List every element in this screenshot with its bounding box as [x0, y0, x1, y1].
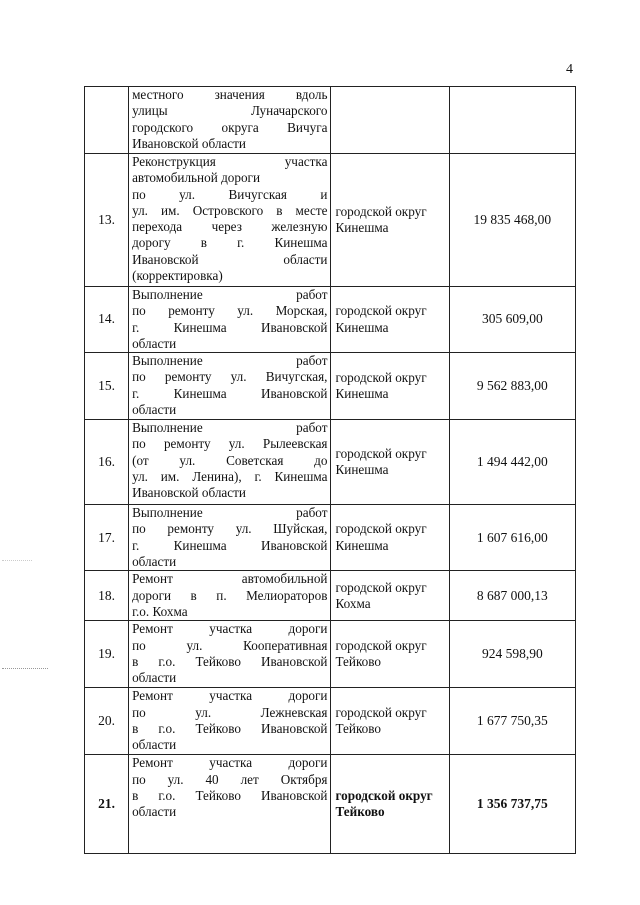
object-name-line: Ивановской области — [132, 135, 246, 151]
object-name-line: области — [132, 402, 177, 418]
municipality-line: городской округ — [335, 203, 427, 219]
municipality-line: городской округ — [335, 638, 427, 654]
municipality-line: Тейково — [335, 721, 382, 737]
object-name-line: области — [132, 554, 177, 570]
object-name-line: местного значения вдоль — [132, 87, 328, 102]
object-name-line: г. Кинешма Ивановской — [132, 537, 328, 553]
table-row — [85, 154, 576, 287]
table-row — [85, 755, 576, 854]
row-number-cell: 15. — [85, 353, 129, 420]
object-name-line: Ремонт автомобильной — [132, 571, 328, 587]
object-name-line: г.о. Кохма — [132, 603, 188, 619]
object-name-line: по ул. Вичугская и — [132, 186, 328, 202]
municipality-line: городской округ — [335, 579, 427, 595]
municipality-line: городской округ — [335, 445, 427, 461]
object-name-line: Ивановской области — [132, 251, 328, 267]
municipality-line: городской округ — [335, 788, 433, 804]
municipality-cell — [331, 353, 449, 420]
object-name-cell — [129, 688, 331, 755]
object-name-line: Выполнение работ — [132, 353, 328, 369]
object-name-line: дорогу в г. Кинешма — [132, 235, 328, 251]
amount-cell: 8 687 000,13 — [449, 571, 575, 621]
municipality-line: городской округ — [335, 369, 427, 385]
object-name-line: ул. им. Ленина), г. Кинешма — [132, 469, 328, 485]
municipality-cell — [331, 571, 449, 621]
object-name-line: ул. им. Островского в месте — [132, 202, 328, 218]
municipality-line: Тейково — [335, 804, 385, 820]
scan-artifact — [2, 560, 32, 561]
object-name-line: области — [132, 335, 177, 351]
object-name-cell — [129, 621, 331, 688]
object-name-line: области — [132, 670, 177, 686]
object-name-line: области — [132, 804, 177, 820]
table-row — [85, 571, 576, 621]
object-name-line: Реконструкция участка — [132, 154, 328, 169]
object-name-line: автомобильной дороги — [132, 170, 261, 186]
object-name-line: Ивановской области — [132, 485, 246, 501]
object-name-line: в г.о. Тейково Ивановской — [132, 720, 328, 736]
object-name-line: Выполнение работ — [132, 420, 328, 436]
municipality-cell — [331, 621, 449, 688]
object-name-line: (от ул. Советская до — [132, 452, 328, 468]
municipality-cell — [331, 154, 449, 287]
amount-cell: 1 356 737,75 — [449, 755, 575, 854]
table-row — [85, 420, 576, 505]
objects-table — [84, 86, 576, 854]
object-name-cell — [129, 87, 331, 154]
table-row — [85, 505, 576, 571]
object-name-line: городского округа Вичуга — [132, 119, 328, 135]
row-number-cell: 21. — [85, 755, 129, 854]
object-name-line: Ремонт участка дороги — [132, 688, 328, 704]
object-name-line: Выполнение работ — [132, 287, 328, 302]
object-name-cell — [129, 571, 331, 621]
object-name-line: по ремонту ул. Шуйская, — [132, 521, 328, 537]
row-number-cell: 19. — [85, 621, 129, 688]
object-name-line: по ул. Кооперативная — [132, 637, 328, 653]
object-name-line: по ремонту ул. Вичугская, — [132, 369, 328, 385]
municipality-line: Кинешма — [335, 386, 389, 402]
object-name-cell — [129, 287, 331, 353]
municipality-line: городской округ — [335, 705, 427, 721]
object-name-line: г. Кинешма Ивановской — [132, 319, 328, 335]
amount-cell — [449, 87, 575, 154]
municipality-line: Тейково — [335, 654, 382, 670]
amount-cell: 19 835 468,00 — [449, 154, 575, 287]
table-row — [85, 87, 576, 154]
row-number-cell: 14. — [85, 287, 129, 353]
object-name-line: в г.о. Тейково Ивановской — [132, 787, 328, 803]
object-name-line: по ремонту ул. Рылеевская — [132, 436, 328, 452]
municipality-cell — [331, 87, 449, 154]
municipality-cell — [331, 688, 449, 755]
municipality-line: Кохма — [335, 595, 371, 611]
object-name-cell — [129, 505, 331, 571]
row-number-cell: 17. — [85, 505, 129, 571]
table-row — [85, 287, 576, 353]
object-name-line: перехода через железную — [132, 219, 328, 235]
amount-cell: 305 609,00 — [449, 287, 575, 353]
amount-cell: 1 607 616,00 — [449, 505, 575, 571]
object-name-line: дороги в п. Мелиораторов — [132, 587, 328, 603]
table-row — [85, 621, 576, 688]
object-name-cell — [129, 154, 331, 287]
amount-cell: 1 494 442,00 — [449, 420, 575, 505]
municipality-line: Кинешма — [335, 220, 389, 235]
object-name-line: Выполнение работ — [132, 505, 328, 521]
row-number-cell: 20. — [85, 688, 129, 755]
municipality-line: Кинешма — [335, 537, 389, 553]
page-number: 4 — [566, 62, 573, 77]
table-row — [85, 688, 576, 755]
municipality-cell — [331, 505, 449, 571]
municipality-cell — [331, 755, 449, 854]
object-name-line: г. Кинешма Ивановской — [132, 385, 328, 401]
row-number-cell: 18. — [85, 571, 129, 621]
amount-cell: 9 562 883,00 — [449, 353, 575, 420]
municipality-line: городской округ — [335, 303, 427, 319]
object-name-line: по ул. 40 лет Октября — [132, 771, 328, 787]
object-name-cell — [129, 755, 331, 854]
municipality-line: Кинешма — [335, 462, 389, 478]
amount-cell: 1 677 750,35 — [449, 688, 575, 755]
object-name-line: области — [132, 737, 177, 753]
object-name-line: по ул. Лежневская — [132, 704, 328, 720]
row-number-cell — [85, 87, 129, 154]
object-name-line: по ремонту ул. Морская, — [132, 303, 328, 319]
municipality-cell — [331, 420, 449, 505]
object-name-cell — [129, 420, 331, 505]
row-number-cell: 13. — [85, 154, 129, 287]
object-name-line: улицы Луначарского — [132, 103, 328, 119]
object-name-line: в г.о. Тейково Ивановской — [132, 653, 328, 669]
object-name-line: Ремонт участка дороги — [132, 755, 328, 771]
scan-artifact — [2, 668, 48, 669]
table-row — [85, 353, 576, 420]
object-name-line: (корректировка) — [132, 268, 223, 284]
municipality-line: городской округ — [335, 521, 427, 537]
object-name-line: Ремонт участка дороги — [132, 621, 328, 637]
municipality-line: Кинешма — [335, 319, 389, 335]
municipality-cell — [331, 287, 449, 353]
row-number-cell: 16. — [85, 420, 129, 505]
object-name-cell — [129, 353, 331, 420]
amount-cell: 924 598,90 — [449, 621, 575, 688]
